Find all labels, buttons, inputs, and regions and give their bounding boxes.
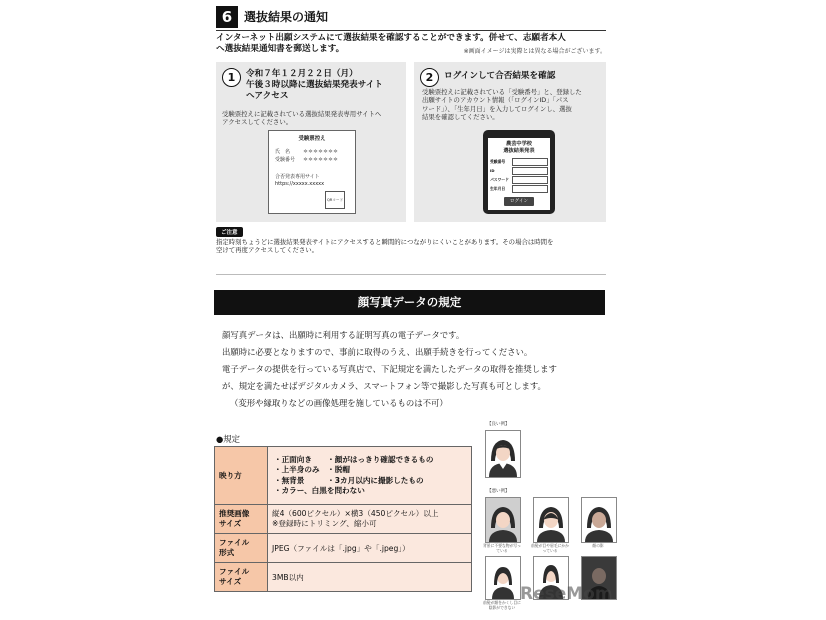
caution-tag: ご注意 <box>216 227 243 237</box>
panel-login <box>414 62 606 222</box>
panel-title: ログインして合否結果を確認 <box>444 71 556 81</box>
ticket-masked-name: ＊＊＊＊＊＊＊ <box>303 149 339 155</box>
rules-value-cell: JPEG（ファイルは「.jpg」や「.jpeg」） <box>268 534 472 563</box>
step-number-badge: 6 <box>216 6 238 28</box>
rule-line: ・正面向き ・顔がはっきり確認できるもの <box>274 454 434 464</box>
rules-head-line: サイズ <box>219 519 242 528</box>
panel-title <box>246 69 383 102</box>
photo-description-line: 顔写真データは、出願時に利用する証明写真の電子データです。 <box>222 330 465 340</box>
panel-title-line: 午後３時以降に選抜結果発表サイト <box>246 80 383 90</box>
rules-head-line: ファイル <box>219 538 250 547</box>
good-example-label: 【良い例】 <box>487 422 510 427</box>
rules-head-cell: 映り方 <box>215 447 268 505</box>
panel-text-line: 受験票控えに記載されている「受験番号」と、登録した <box>422 88 582 96</box>
rules-head-line: ファイル <box>219 567 250 576</box>
photo-description-line: 出願時に必要となりますので、事前に取得のうえ、出願手続きを行ってください。 <box>222 347 533 357</box>
ticket-masked-id: ＊＊＊＊＊＊＊ <box>303 157 339 163</box>
panel-number: 2 <box>420 68 439 87</box>
table-row <box>215 534 472 563</box>
rules-head-cell <box>215 534 268 563</box>
bad-example-photo <box>485 556 521 600</box>
watermark-logo: ReseMom <box>520 584 613 604</box>
rules-value-cell: 3MB以内 <box>268 563 472 592</box>
table-row <box>215 447 472 505</box>
intro-line: インターネット出願システムにて選抜結果を確認することができます。併せて、志願者本人 <box>216 33 566 43</box>
bad-example-caption: 前髪が目や眉毛にかかっている <box>531 543 569 553</box>
ticket-title: 受験票控え <box>298 136 326 142</box>
divider <box>216 30 606 31</box>
phone-id-input <box>512 167 548 175</box>
photo-rules-table <box>214 446 472 592</box>
rules-value-cell <box>268 447 472 505</box>
rules-head-cell <box>215 505 268 534</box>
rules-head-line: 形式 <box>219 548 235 557</box>
caution-line: 指定時刻ちょうどに選抜結果発表サイトにアクセスすると瞬間的につながりにくいことがあります。その場合は時間を <box>216 238 554 246</box>
bad-example-label: 【悪い例】 <box>487 489 510 494</box>
rules-head-line: 推奨画像 <box>219 509 250 518</box>
rules-value-cell <box>268 505 472 534</box>
panel-text <box>222 110 404 127</box>
phone-login-button: ログイン <box>504 197 534 206</box>
photo-description-line: 電子データの提供を行っている写真店で、下記規定を満たしたデータの取得を推奨します <box>222 364 557 374</box>
phone-field-label: 受験番号 <box>490 159 506 164</box>
portrait-illustration <box>486 498 520 542</box>
phone-field-label: パスワード <box>490 177 509 182</box>
ticket-site-label: 合否発表専用サイト <box>275 174 320 180</box>
portrait-illustration <box>582 498 616 542</box>
rule-line: 縦4（600ピクセル）×横3（450ピクセル）以上 <box>272 508 439 518</box>
phone-page-title: 選抜結果発表 <box>503 148 535 154</box>
bad-example-photo <box>485 497 521 543</box>
phone-school-name: 農芸中学校 <box>506 141 532 147</box>
panel-text-line: 出願サイトのアカウント情報（「ログインID」「パス <box>422 96 569 105</box>
phone-exam-number-input <box>512 158 548 166</box>
portrait-illustration <box>486 431 520 477</box>
rules-title: ●規定 <box>216 434 241 444</box>
bad-example-caption: 背景に不要な物が写っている <box>483 543 521 553</box>
section-heading-photo: 顔写真データの規定 <box>214 290 605 315</box>
panel-text-line: 結果を確認してください。 <box>422 113 499 122</box>
rule-line: ・カラー、白黒を問わない <box>274 486 365 495</box>
panel-text <box>422 88 604 122</box>
phone-screen <box>488 138 550 210</box>
photo-description-line: が、規定を満たせばデジタルカメラ、スマートフォン等で撮影した写真も可とします。 <box>222 381 546 391</box>
phone-password-input <box>512 176 548 184</box>
phone-birthdate-input <box>512 185 548 193</box>
rules-head-cell <box>215 563 268 592</box>
exam-ticket-illustration <box>268 130 356 214</box>
ticket-name-label: 氏 名 <box>275 149 291 155</box>
rule-line: ・上半身のみ ・脱帽 <box>274 465 350 474</box>
bad-example-caption: 顔の影 <box>592 543 604 548</box>
image-disclaimer: ※画面イメージは実際とは異なる場合がございます。 <box>463 48 606 55</box>
bad-example-photo <box>533 497 569 543</box>
bad-example-caption: 前髪が額をかくし目に陰影ができない <box>483 600 521 610</box>
panel-text-line: ワード」）、「生年月日」を入力してログインし、選抜 <box>422 104 572 113</box>
rule-line: ※登録時にトリミング、縮小可 <box>272 519 377 528</box>
photo-description-line: （変形や縁取りなどの画像処理を施しているものは不可） <box>230 398 448 408</box>
panel-text-line: アクセスしてください。 <box>222 118 293 127</box>
panel-access-site <box>216 62 406 222</box>
panel-number: 1 <box>222 68 241 87</box>
good-example-photo <box>485 430 521 478</box>
caution-line: 空けて再度アクセスしてください。 <box>216 246 319 255</box>
intro-line: へ選抜結果通知書を郵送します。 <box>216 44 345 54</box>
rule-line: ・無背景 ・3カ月以内に撮影したもの <box>274 475 424 485</box>
portrait-illustration <box>534 498 568 542</box>
panel-title-line: 令和７年１２月２２日（月） <box>246 69 358 79</box>
rules-head-line: サイズ <box>219 577 242 586</box>
phone-field-label: 生年月日 <box>490 186 506 191</box>
table-row <box>215 563 472 592</box>
bad-example-photo <box>581 497 617 543</box>
divider <box>216 274 606 275</box>
step-title: 選抜結果の通知 <box>244 10 329 24</box>
ticket-url: https://xxxxx.xxxxx <box>275 181 325 187</box>
portrait-illustration <box>486 557 520 599</box>
table-row <box>215 505 472 534</box>
caution-text <box>216 238 608 255</box>
qr-code-placeholder: QRコード <box>325 191 345 209</box>
phone-field-label: ID <box>490 168 495 173</box>
smartphone-illustration <box>483 130 555 214</box>
panel-text-line: 受験票控えに記載されている選抜結果発表専用サイトへ <box>222 110 382 118</box>
panel-title-line: へアクセス <box>246 91 289 101</box>
ticket-id-label: 受験番号 <box>275 157 296 163</box>
